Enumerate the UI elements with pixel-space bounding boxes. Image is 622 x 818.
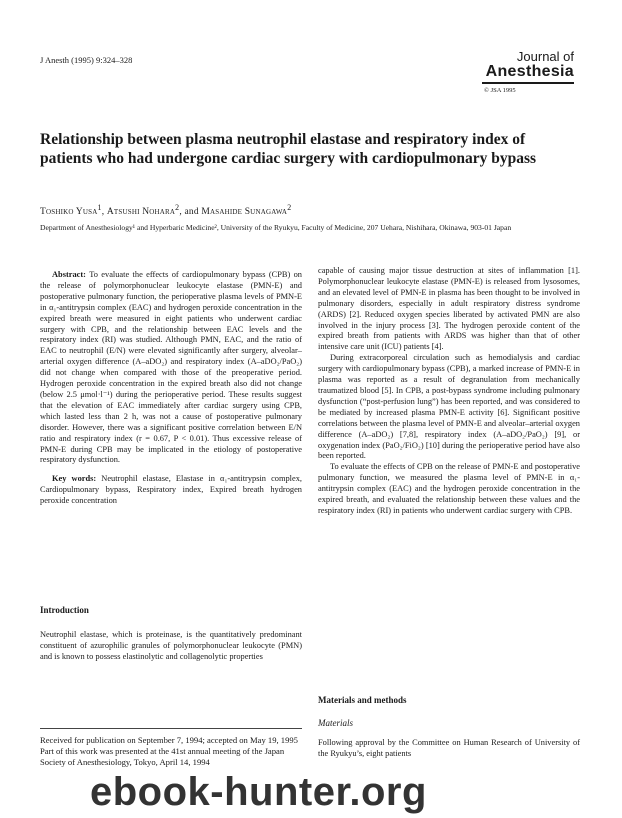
watermark: ebook-hunter.org	[90, 770, 427, 814]
journal-of-label: Journal of	[516, 49, 574, 64]
abstract-label: Abstract:	[52, 270, 86, 279]
footnotes	[40, 728, 302, 768]
journal-citation: J Anesth (1995) 9:324–328	[40, 55, 133, 65]
journal-masthead	[482, 50, 574, 94]
abstract-text: To evaluate the effects of cardiopulmonary bypass (CPB) on the release of polymorphonuclear leukocyte elastase (PMN-E) and postoperative pulmonary function, the perioperative plasma levels of PMN-E in α₁-antitrypsin complex (EAC) and hydrogen peroxide concentration in the expired breath were measured in eight patients who underwent cardiac surgery with CPB, and the relationship between EAC levels and the respiratory index (RI) was studied. Although PMN, EAC, and the ratio of EAC to neutrophil (E/N) were elevated significantly after surgery, alveolar–arterial oxygen difference (A–aDO₂) and respiratory index (A–aDO₂/PaO₂) did not change when compared with those of the preoperative period. Hydrogen peroxide concentration in the expired breath also did not change (below 2.5 μmol·l⁻¹) during the perioperative period. These results suggest that the elevation of EAC immediately after cardiac surgery using CPB, which lasted less than 2 h, was not a cause of postoperative pulmonary disorder. However, there was a significant positive correlation between E/N ratio and respiratory index (r = 0.67, P < 0.01). Thus excessive release of PMN-E during CPB may be implicated in the etiology of postoperative respiratory dysfunction.	[40, 270, 302, 465]
article-title: Relationship between plasma neutrophil elastase and respiratory index of patients who had undergone cardiac surgery with cardiopulmonary bypass	[40, 131, 537, 167]
author-list	[40, 203, 291, 217]
materials-subheading: Materials	[318, 718, 353, 728]
introduction-heading: Introduction	[40, 605, 89, 615]
affiliation-mark: 1	[97, 203, 102, 212]
abstract-block	[40, 270, 302, 466]
presented-note: Part of this work was presented at the 41st annual meeting of the Japan Society of Anesthesiology, Tokyo, April 14, 1994	[40, 746, 285, 767]
journal-name: Anesthesia	[485, 63, 574, 80]
introduction-text: Neutrophil elastase, which is proteinase, is the quantitatively predominant constituent of azurophilic granules of polymorphonuclear leukocyte (PMN) and is known to possess elastinolytic and collagenolytic properties	[40, 630, 302, 661]
body-paragraph: During extracorporeal circulation such as hemodialysis and cardiac surgery with cardiopulmonary bypass (CPB), a marked increase of PMN-E in plasma was reported as a result of degranulation from mechanically traumatized blood [5]. In CPB, a post-bypass syndrome including pulmonary dysfunction (“post-perfusion lung”) has been reported, and was considered to be mediated by increased plasma PMN-E activity [6]. Significant positive correlations between the plasma level of PMN-E and alveolar–arterial oxygen difference (A–aDO₂) [7,8], respiratory index (A–aDO₂/PaO₂) [9], or oxygenation index (PaO₂/FiO₂) [10] during the perioperative period have also been reported.	[318, 353, 580, 461]
keywords-text: Neutrophil elastase, Elastase in α₁-antitrypsin complex, Cardiopulmonary bypass, Respiratory index, Expired breath hydrogen peroxide concentration	[40, 474, 303, 506]
received-note: Received for publication on September 7, 1994; accepted on May 19, 1995	[40, 735, 298, 745]
author-name: Atsushi Nohara	[106, 207, 176, 218]
author-name: Masahide Sunagawa	[201, 207, 288, 218]
materials-text: Following approval by the Committee on Human Research of University of the Ryukyu’s, eight patients	[318, 738, 580, 758]
right-column	[318, 266, 580, 517]
body-paragraph: To evaluate the effects of CPB on the release of PMN-E and postoperative pulmonary function, we measured the plasma level of PMN-E in α₁-antitrypsin complex (EAC) and the hydrogen peroxide concentration in the expired breath, and evaluated the relationship between these values and the respiratory index (RI) in patients who underwent cardiac surgery with CPB.	[318, 462, 580, 515]
methods-heading: Materials and methods	[318, 695, 407, 705]
affiliation-mark: 2	[175, 203, 180, 212]
affiliation-mark: 2	[287, 203, 292, 212]
left-column	[40, 270, 302, 507]
author-name: Toshiko Yusa	[40, 207, 98, 218]
journal-copyright: © JSA 1995	[484, 87, 516, 94]
masthead-rule	[482, 82, 574, 84]
keywords-block	[40, 474, 302, 507]
keywords-label: Key words:	[52, 474, 97, 484]
author-separator: , and	[179, 207, 202, 218]
affiliation: Department of Anesthesiology¹ and Hyperbaric Medicine², University of the Ryukyu, Faculty of Medicine, 207 Uehara, Nishihara, Okinawa, 903-01 Japan	[40, 223, 512, 232]
body-paragraph: capable of causing major tissue destruction at sites of inflammation [1]. Polymorphonuclear leukocyte elastase (PMN-E) is released from lysosomes, and an elevated level of PMN-E in plasma has been thought to be involved in pulmonary disorders, especially in adult respiratory distress syndrome (ARDS) [2]. Reduced oxygen species liberated by activated PMN are also involved in the injury process [3]. The hydrogen peroxide content of the expired breath from patients with ARDS was higher than that of other intensive care unit (ICU) patients [4].	[318, 266, 580, 352]
author-separator: ,	[101, 207, 107, 218]
